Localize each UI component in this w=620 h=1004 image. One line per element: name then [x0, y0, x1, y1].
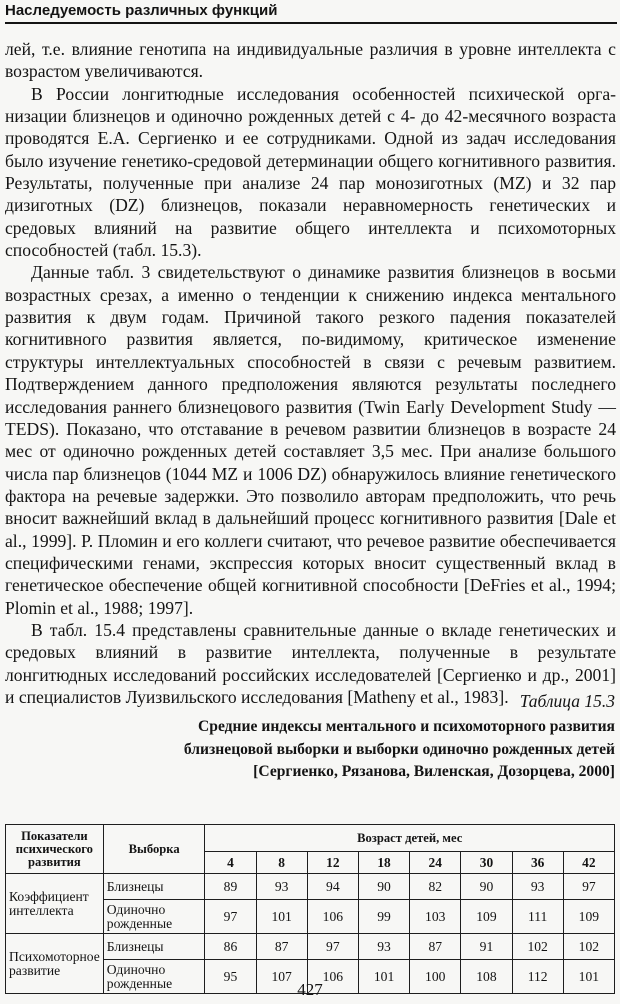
table-caption	[55, 690, 615, 784]
table-title-line: Средние индексы ментального и психомоторного развития	[198, 718, 615, 735]
value-cell: 94	[307, 874, 358, 900]
running-head: Наследуемость различных функций	[5, 0, 617, 24]
table-title-line: близнецовой выборки и выборки одиночно рожденных детей	[183, 740, 615, 758]
metric-cell: Коэффициент интеллекта	[6, 874, 104, 934]
age-header-cell: 12	[307, 852, 358, 874]
header-sample: Выборка	[103, 825, 205, 874]
sample-cell: Одиночно рожденные	[103, 960, 205, 994]
value-cell: 107	[256, 960, 307, 994]
table-row	[6, 874, 615, 900]
value-cell: 106	[307, 960, 358, 994]
value-cell: 97	[205, 900, 256, 934]
table-row	[6, 934, 615, 960]
paragraph: В табл. 15.4 представлены сравнительные данные о вкладе генетических и средовых влияний в развитие интеллекта, полученные в результате лонгитюдных исследований российских исследователей [Сергиенко и др., 2001] и специалистов Луизвильского исследования [Matheny et al., 1983].	[5, 619, 616, 707]
header-metric: Показатели психического развития	[6, 825, 104, 874]
age-header-cell: 30	[461, 852, 512, 874]
value-cell: 82	[410, 874, 461, 900]
value-cell: 103	[410, 900, 461, 934]
sample-cell: Близнецы	[103, 934, 205, 960]
age-header-cell: 24	[410, 852, 461, 874]
age-header-cell: 4	[205, 852, 256, 874]
sample-cell: Близнецы	[103, 874, 205, 900]
header-age: Возраст детей, мес	[205, 825, 615, 852]
value-cell: 87	[256, 934, 307, 960]
value-cell: 95	[205, 960, 256, 994]
value-cell: 111	[512, 900, 563, 934]
paragraph: Данные табл. 3 свидетельствуют о динамике развития близнецов в восьми возрастных срезах, а именно о тенденции к снижению индекса ментального развития к двум годам. Причиной такого резкого падения показателей когнитивного развития является, по-видимому, критическое изменение структуры интеллектуальных способностей в связи с речевым развитием. Подтверждением данного предположения являются результаты последнего исследования раннего близнецового развития (Twin Early Development Study — TEDS). Показано, что отставание в речевом развитии близнецов в возрасте 24 мес от одиночно рожденных детей составляет 3,5 мес. При анализе большого числа пар близнецов (1044 MZ и 1006 DZ) обнаружилось влияние генетического фактора на речевые задержки. Это позволило авторам предположить, что речь вносит важнейший вклад в дальнейший процесс когнитивного развития [Dale et al., 1999]. Р. Пломин и его коллеги считают, что речевое развитие обеспечивается специфическими генами, экспрессия которых вносит существенный вклад в генетическое обеспечение общей когнитивной способности [DeFries et al., 1994; Plomin et al., 1988; 1997].	[5, 262, 616, 618]
value-cell: 109	[461, 900, 512, 934]
value-cell: 101	[358, 960, 409, 994]
value-cell: 90	[461, 874, 512, 900]
paragraph: В России лонгитюдные исследования особенностей психической организации близнецов и одиночно рожденных детей с 4- до 42-месячного возраста проводятся Е.А. Сергиенко и ее сотрудниками. Одной из задач исследования было изучение генетико-средовой детерминации общего когнитивного развития. Результаты, полученные при анализе 24 пар монозиготных (MZ) и 32 пар дизиготных (DZ) близнецов, показали неравномерность генетических и средовых влияний на развитие общего интеллекта и психомоторных способностей (табл. 15.3).	[5, 83, 616, 261]
value-cell: 91	[461, 934, 512, 960]
sample-cell: Одиночно рожденные	[103, 900, 205, 934]
value-cell: 86	[205, 934, 256, 960]
data-table	[5, 824, 615, 994]
value-cell: 106	[307, 900, 358, 934]
value-cell: 97	[563, 874, 614, 900]
value-cell: 93	[358, 934, 409, 960]
value-cell: 102	[563, 934, 614, 960]
value-cell: 87	[410, 934, 461, 960]
paragraph: лей, т.е. влияние генотипа на индивидуальные различия в уровне интеллекта с возрастом увеличиваются.	[5, 39, 616, 82]
value-cell: 99	[358, 900, 409, 934]
value-cell: 101	[256, 900, 307, 934]
table-title-line: [Сергиенко, Рязанова, Виленская, Дозорцева, 2000]	[253, 763, 615, 780]
page-number: 427	[297, 980, 323, 999]
value-cell: 89	[205, 874, 256, 900]
value-cell: 93	[512, 874, 563, 900]
value-cell: 102	[512, 934, 563, 960]
value-cell: 109	[563, 900, 614, 934]
age-header-cell: 8	[256, 852, 307, 874]
value-cell: 90	[358, 874, 409, 900]
value-cell: 101	[563, 960, 614, 994]
value-cell: 108	[461, 960, 512, 994]
value-cell: 93	[256, 874, 307, 900]
age-header-cell: 42	[563, 852, 614, 874]
age-header-cell: 18	[358, 852, 409, 874]
value-cell: 100	[410, 960, 461, 994]
age-header-cell: 36	[512, 852, 563, 874]
body-text	[5, 38, 616, 708]
metric-cell: Психомоторное развитие	[6, 934, 104, 994]
value-cell: 112	[512, 960, 563, 994]
table-number: Таблица 15.3	[519, 691, 615, 711]
value-cell: 97	[307, 934, 358, 960]
